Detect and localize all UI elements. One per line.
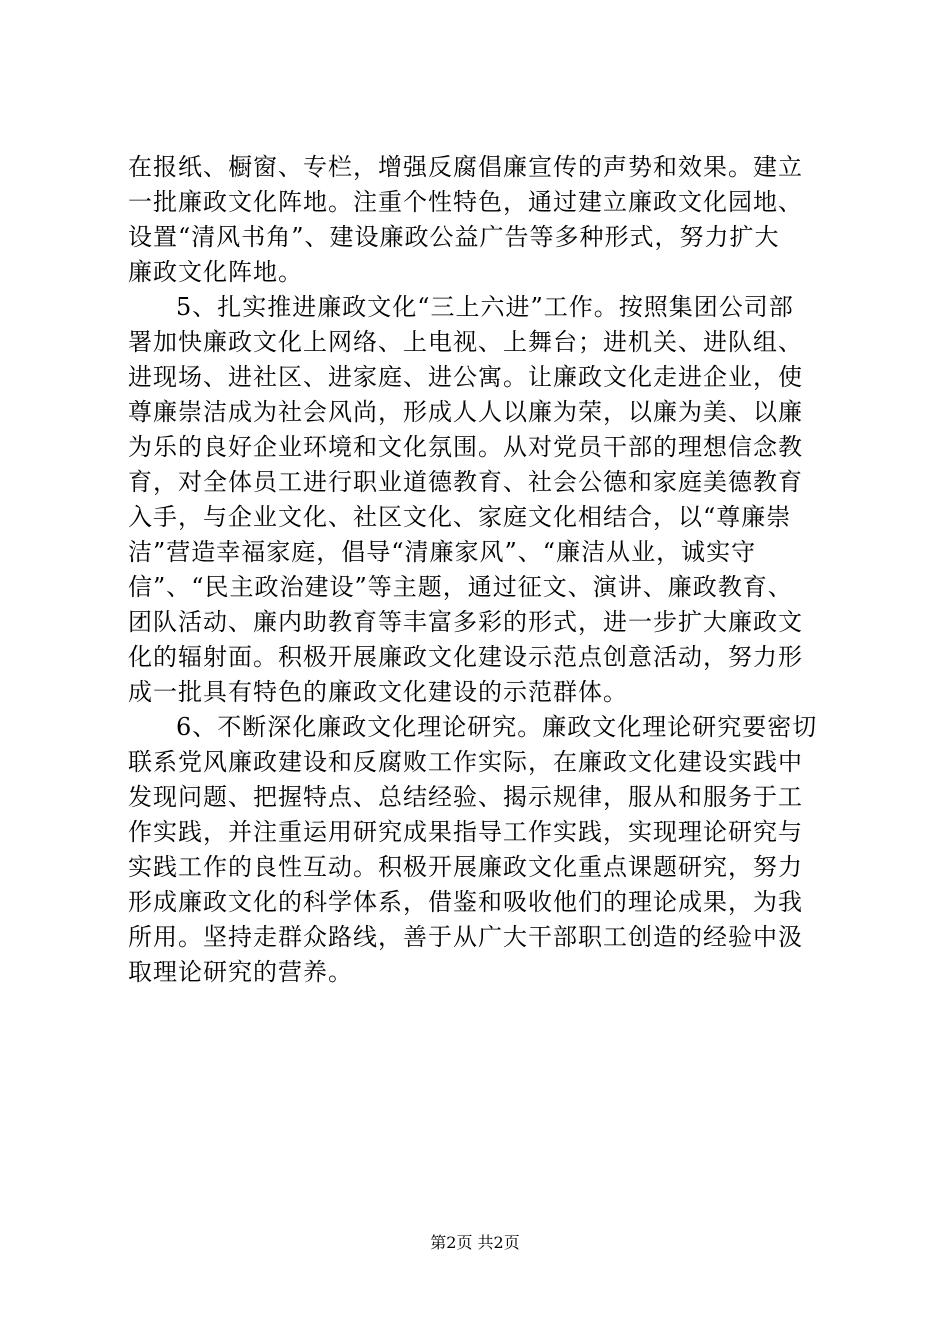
text-line: 入手，与企业文化、社区文化、家庭文化相结合，以“尊廉崇 (128, 503, 792, 531)
text-line: 进现场、进社区、进家庭、进公寓。让廉政文化走进企业，使 (128, 363, 803, 391)
page-number-footer: 第2页 共2页 (430, 1233, 520, 1252)
text-line: 形成廉政文化的科学体系，借鉴和吸收他们的理论成果，为我 (128, 888, 803, 916)
text-line: 洁”营造幸福家庭，倡导“清廉家风”、“廉洁从业，诚实守 (128, 538, 757, 566)
text-line: 成一批具有特色的廉政文化建设的示范群体。 (128, 678, 628, 706)
text-line: 廉政文化阵地。 (128, 258, 303, 286)
text-line: 联系党风廉政建设和反腐败工作实际，在廉政文化建设实践中 (128, 748, 803, 776)
text-line: 一批廉政文化阵地。注重个性特色，通过建立廉政文化园地、 (128, 188, 803, 216)
text-line: 在报纸、橱窗、专栏，增强反腐倡廉宣传的声势和效果。建立 (128, 153, 803, 181)
text-line: 设置“清风书角”、建设廉政公益广告等多种形式，努力扩大 (128, 223, 780, 251)
text-line: 信”、“民主政治建设”等主题，通过征文、演讲、廉政教育、 (128, 573, 793, 601)
text-line: 为乐的良好企业环境和文化氛围。从对党员干部的理想信念教 (128, 433, 803, 461)
document-body (128, 150, 828, 990)
text-line: 取理论研究的营养。 (128, 958, 353, 986)
text-line: 团队活动、廉内助教育等丰富多彩的形式，进一步扩大廉政文 (128, 608, 803, 636)
text-line: 发现问题、把握特点、总结经验、揭示规律，服从和服务于工 (128, 783, 803, 811)
paragraph-heading-line: 5、扎实推进廉政文化“三上六进”工作。按照集团公司部 (176, 293, 794, 321)
text-line: 尊廉崇洁成为社会风尚，形成人人以廉为荣，以廉为美、以廉 (128, 398, 803, 426)
text-line: 署加快廉政文化上网络、上电视、上舞台；进机关、进队组、 (128, 328, 803, 356)
text-line: 化的辐射面。积极开展廉政文化建设示范点创意活动，努力形 (128, 643, 803, 671)
text-line: 所用。坚持走群众路线，善于从广大干部职工创造的经验中汲 (128, 923, 803, 951)
paragraph-heading-line: 6、不断深化廉政文化理论研究。廉政文化理论研究要密切 (176, 713, 818, 741)
text-line: 实践工作的良性互动。积极开展廉政文化重点课题研究，努力 (128, 853, 803, 881)
text-line: 育，对全体员工进行职业道德教育、社会公德和家庭美德教育 (128, 468, 803, 496)
text-line: 作实践，并注重运用研究成果指导工作实践，实现理论研究与 (128, 818, 803, 846)
